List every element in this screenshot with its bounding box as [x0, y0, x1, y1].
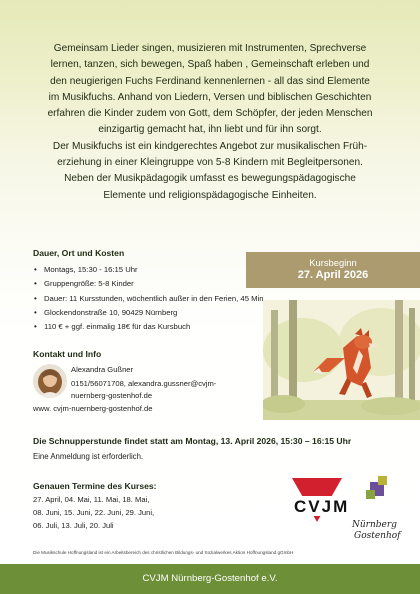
course-start-badge: [246, 252, 420, 288]
footer-org-name: CVJM Nürnberg-Gostenhof e.V.: [142, 573, 278, 584]
details-list: [33, 263, 263, 334]
footnote: Die Musikschule Hoffnungsland ist ein Arbeitsbereich des christlichen Bildungs- und Sozialwerkes Aktion Hoffnungsland gGmbH: [33, 550, 294, 555]
details-item-cost: • 110 € + ggf. einmalig 18€ für das Kursbuch: [33, 320, 263, 334]
intro-line: den neugierigen Fuchs Ferdinand kennenlernen - all das sind Elemente: [50, 75, 370, 87]
dates-line: 27. April, 04. Mai, 11. Mai, 18. Mai,: [33, 495, 150, 504]
details-item-time: • Montags, 15:30 - 16:15 Uhr: [33, 263, 263, 277]
intro-line: erfahren die Kinder zudem von Gott, dem Schöpfer, der jeden Menschen: [47, 108, 373, 120]
intro-line: im Musikfuchs. Anhand von Liedern, Versen und biblischen Geschichten: [48, 91, 372, 103]
dates-list: [33, 494, 223, 532]
intro-line: einzigartig gemacht hat, ihn liebt und für ihn sorgt.: [98, 124, 322, 136]
logo-district: Gostenhof: [354, 531, 401, 541]
details-heading: Dauer, Ort und Kosten: [33, 248, 125, 258]
contact-email-continued[interactable]: nuernberg-gostenhof.de: [71, 391, 153, 400]
dates-line: 06. Juli, 13. Juli, 20. Juli: [33, 520, 114, 530]
contact-avatar: [33, 364, 67, 398]
intro-line: Elemente und religionspädagogische Einheiten.: [103, 189, 317, 201]
details-item-address: • Glockendonstraße 10, 90429 Nürnberg: [33, 306, 263, 320]
registration-note: Eine Anmeldung ist erforderlich.: [33, 452, 144, 461]
intro-line: erziehung in einer Kleingruppe von 5-8 Kindern mit Begleitpersonen.: [57, 157, 363, 169]
intro-line: Der Musikfuchs ist ein kindgerechtes Angebot zur musikalischen Früh-: [52, 140, 368, 152]
dates-heading: Genauen Termine des Kurses:: [33, 481, 157, 491]
trial-lesson-text: Die Schnupperstunde findet statt am Montag, 13. April 2026, 15:30 – 16:15 Uhr: [33, 436, 352, 446]
contact-heading: Kontakt und Info: [33, 349, 102, 359]
intro-line: lernen, tanzen, sich bewegen, Spaß haben , Gemeinschaft erleben und: [50, 59, 370, 71]
logo-text: CVJM: [294, 497, 350, 516]
course-start-label: Kursbeginn: [309, 257, 357, 268]
intro-line: Gemeinsam Lieder singen, musizieren mit Instrumenten, Sprechverse: [53, 43, 367, 54]
details-item-group-size: • Gruppengröße: 5-8 Kinder: [33, 277, 263, 291]
details-item-duration: • Dauer: 11 Kursstunden, wöchentlich außer in den Ferien, 45 Min: [33, 292, 263, 306]
intro-text: [22, 41, 398, 204]
contact-photo: [33, 364, 67, 398]
logo-city: Nürnberg: [352, 520, 397, 530]
cvjm-logo: [290, 474, 410, 544]
dates-line: 08. Juni, 15. Juni, 22. Juni, 29. Juni,: [33, 507, 155, 517]
contact-phone-email[interactable]: 0151/56071708, alexandra.gussner@cvjm-: [71, 379, 217, 388]
footer-bar: [0, 564, 420, 594]
contact-name: Alexandra Gußner: [71, 365, 134, 374]
course-start-date: 27. April 2026: [297, 269, 369, 281]
contact-website[interactable]: www. cvjm-nuernberg-gostenhof.de: [33, 404, 153, 413]
intro-line: Neben der Musikpädagogik umfasst es bewegungspädagogische: [64, 173, 356, 185]
fox-forest-illustration: [263, 300, 420, 420]
